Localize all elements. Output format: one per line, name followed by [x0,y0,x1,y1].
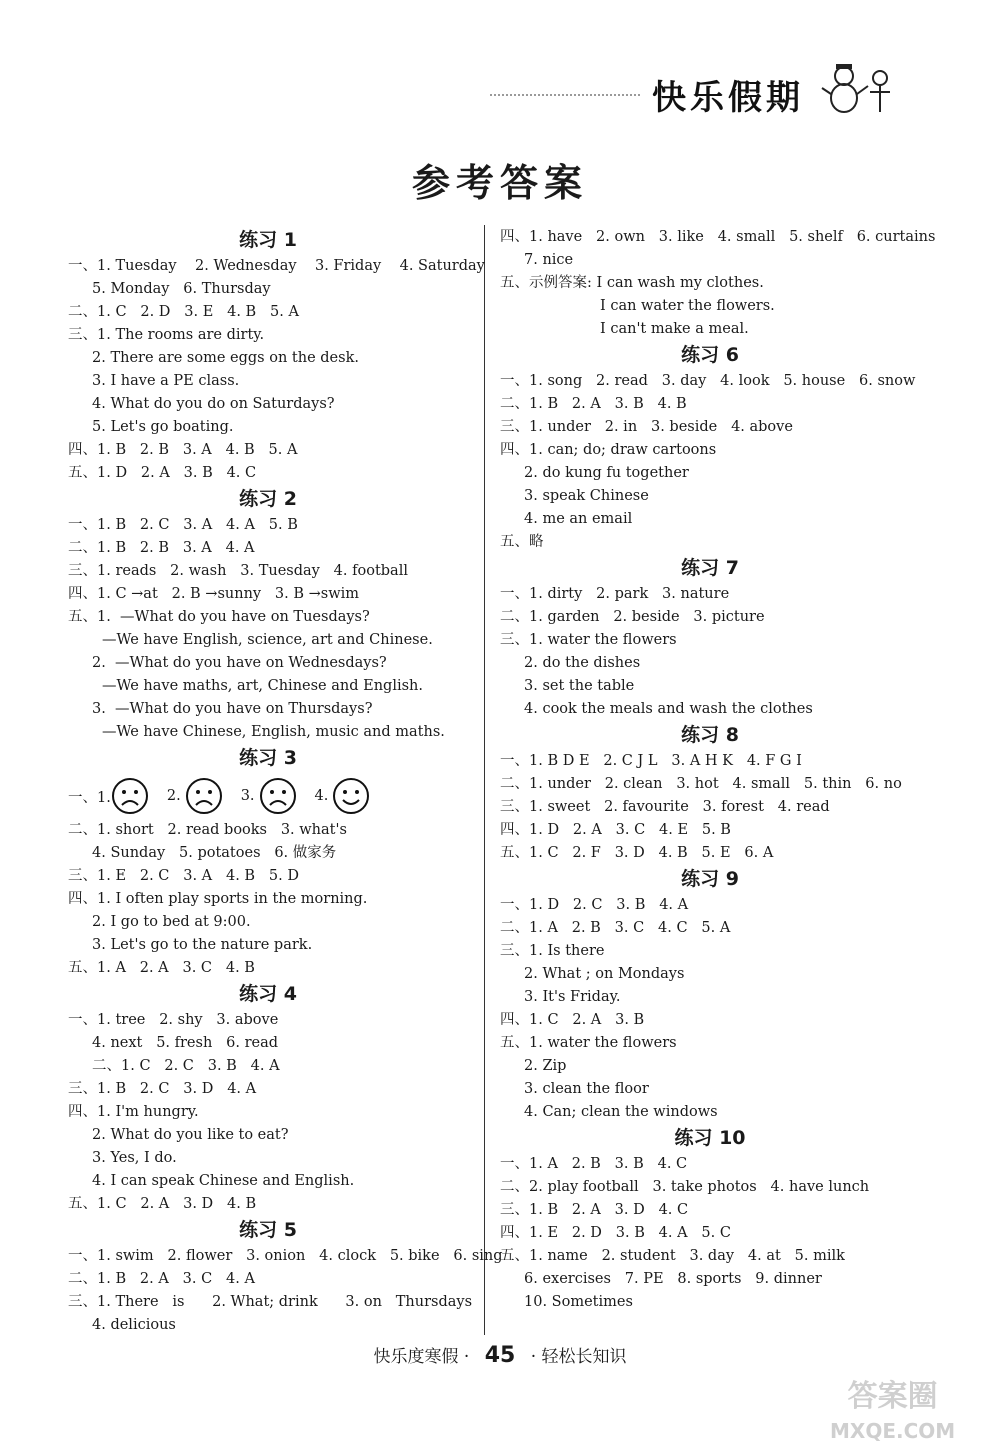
answer-line: —We have Chinese, English, music and maths. [102,724,445,740]
answer-line: 四、1. I'm hungry. [68,1104,199,1120]
answer-line: 四、1. can; do; draw cartoons [500,442,717,458]
faces-row [68,773,468,819]
exercise-section-3 [68,744,468,980]
answer-line: 五、1. A 2. A 3. C 4. B [68,960,255,976]
answer-line: 一、1. Tuesday 2. Wednesday 3. Friday 4. Saturday [68,258,485,274]
footer-right-text: · 轻松长知识 [530,1347,627,1367]
answer-line: 三、1. B 2. A 3. D 4. C [500,1202,689,1218]
answer-line: 4. Sunday 5. potatoes 6. 做家务 [92,845,337,861]
answer-line: 四、1. E 2. D 3. B 4. A 5. C [500,1225,731,1241]
exercise-section-1 [68,226,485,485]
exercise-section-6 [500,341,920,554]
section-title: 练习 8 [681,724,739,746]
header-title: 快乐假期 [652,78,804,118]
answer-line: 五、1. water the flowers [500,1035,677,1051]
answer-line: 4. next 5. fresh 6. read [92,1035,279,1051]
answer-line: 一、1. B 2. C 3. A 4. A 5. B [68,517,298,533]
watermark [830,1380,955,1448]
section-title: 练习 6 [681,344,739,366]
answer-line: 五、1. D 2. A 3. B 4. C [68,465,257,481]
sad-face-icon [259,777,297,815]
answer-line: 二、1. C 2. D 3. E 4. B 5. A [68,304,299,320]
answer-line: 4. delicious [92,1317,176,1333]
answer-line: 四、1. C 2. A 3. B [500,1012,645,1028]
answer-line: 二、1. garden 2. beside 3. picture [500,609,765,625]
answer-line: 五、示例答案: I can wash my clothes. [500,275,764,291]
page-footer [0,1342,1000,1368]
answer-line: 3. speak Chinese [524,488,649,504]
answer-line: 4. I can speak Chinese and English. [92,1173,355,1189]
answer-line: 10. Sometimes [524,1294,633,1310]
section-title: 练习 1 [239,229,297,251]
section-title: 练习 9 [681,868,739,890]
answer-label: 一、1. [68,789,111,806]
answer-line: 4. Can; clean the windows [524,1104,718,1120]
answer-line: 3. clean the floor [524,1081,649,1097]
answer-line: 2. What do you like to eat? [92,1127,289,1143]
column-divider [484,225,485,1335]
answer-line: 四、1. have 2. own 3. like 4. small 5. shelf 6. curtains [500,229,936,245]
watermark-line: MXQE.COM [830,1419,956,1443]
answer-line: —We have maths, art, Chinese and English. [102,678,423,694]
section-title: 练习 10 [674,1127,746,1149]
answer-line: 3. I have a PE class. [92,373,240,389]
watermark-line: 答案圈 [847,1379,938,1414]
exercise-section-5 [68,1216,503,1337]
answer-line: 2. do the dishes [524,655,641,671]
answer-line: 五、1. name 2. student 3. day 4. at 5. milk [500,1248,845,1264]
answer-line: 二、2. play football 3. take photos 4. have lunch [500,1179,870,1195]
answer-line: 二、1. B 2. A 3. B 4. B [500,396,687,412]
answer-line: 2. —What do you have on Wednesdays? [92,655,387,671]
answer-line: 二、1. A 2. B 3. C 4. C 5. A [500,920,731,936]
answer-line: I can water the flowers. [600,298,775,314]
answer-line: 四、1. D 2. A 3. C 4. E 5. B [500,822,731,838]
answer-line: 4. me an email [524,511,633,527]
answer-line: 2. do kung fu together [524,465,689,481]
sad-face-icon [185,777,223,815]
exercise-section-7 [500,554,920,721]
answer-line: 五、1. —What do you have on Tuesdays? [68,609,370,625]
answer-line: 四、1. I often play sports in the morning. [68,891,368,907]
section-title: 练习 3 [239,747,297,769]
answer-line: 5. Let's go boating. [92,419,234,435]
answer-line: 一、1. swim 2. flower 3. onion 4. clock 5. bike 6. sing [68,1248,503,1264]
happy-face-icon [332,777,370,815]
answer-line: 三、1. The rooms are dirty. [68,327,265,343]
answer-label: 2. [166,788,181,804]
section-title: 练习 4 [239,983,297,1005]
answer-line: I can't make a meal. [600,321,749,337]
answer-line: 五、1. C 2. F 3. D 4. B 5. E 6. A [500,845,774,861]
header-decoration [490,94,640,98]
snowman-icon [820,58,900,118]
answer-line: 五、1. C 2. A 3. D 4. B [68,1196,257,1212]
answer-line: 2. There are some eggs on the desk. [92,350,359,366]
answer-line: 二、1. under 2. clean 3. hot 4. small 5. thin 6. no [500,776,902,792]
answer-line: 三、1. sweet 2. favourite 3. forest 4. read [500,799,830,815]
answer-line: 一、1. A 2. B 3. B 4. C [500,1156,688,1172]
answer-line: 三、1. water the flowers [500,632,677,648]
section-title: 练习 7 [681,557,739,579]
answer-line: 2. What ; on Mondays [524,966,685,982]
answer-line: 一、1. B D E 2. C J L 3. A H K 4. F G I [500,753,802,769]
answer-line: 3. It's Friday. [524,989,621,1005]
answer-line: 三、1. Is there [500,943,605,959]
answer-line: 三、1. under 2. in 3. beside 4. above [500,419,793,435]
answer-line: 二、1. short 2. read books 3. what's [68,822,347,838]
answer-line: 二、1. C 2. C 3. B 4. A [92,1058,280,1074]
answer-line: 3. set the table [524,678,635,694]
answer-line: 三、1. There is 2. What; drink 3. on Thursdays [68,1294,473,1310]
answer-line: —We have English, science, art and Chinese. [102,632,433,648]
answer-line: 一、1. D 2. C 3. B 4. A [500,897,689,913]
answer-line: 二、1. B 2. B 3. A 4. A [68,540,255,556]
exercise-section-4 [68,980,468,1216]
answer-line: 3. Yes, I do. [92,1150,177,1166]
exercise-section-8 [500,721,920,865]
answer-line: 三、1. E 2. C 3. A 4. B 5. D [68,868,299,884]
answer-line: 四、1. C →at 2. B →sunny 3. B →swim [68,586,360,602]
answer-line: 五、略 [500,534,544,550]
answer-line: 三、1. B 2. C 3. D 4. A [68,1081,257,1097]
page-title: 参考答案 [411,161,588,205]
exercise-section-10 [500,1124,920,1314]
answer-line: 7. nice [524,252,574,268]
sad-face-icon [111,777,149,815]
section-title: 练习 2 [239,488,297,510]
answer-line: 4. cook the meals and wash the clothes [524,701,813,717]
footer-left-text: 快乐度寒假 · [373,1347,470,1367]
answer-line: 2. Zip [524,1058,567,1074]
exercise-section-5-continued [500,226,936,341]
answer-label: 3. [240,788,255,804]
exercise-section-2 [68,485,468,744]
answer-line: 2. I go to bed at 9:00. [92,914,251,930]
answer-line: 一、1. song 2. read 3. day 4. look 5. house 6. snow [500,373,916,389]
right-column [500,226,936,1314]
answer-line: 二、1. B 2. A 3. C 4. A [68,1271,255,1287]
answer-line: 3. —What do you have on Thursdays? [92,701,373,717]
answer-line: 四、1. B 2. B 3. A 4. B 5. A [68,442,298,458]
answer-line: 一、1. dirty 2. park 3. nature [500,586,730,602]
answer-line: 6. exercises 7. PE 8. sports 9. dinner [524,1271,822,1287]
answer-line: 一、1. tree 2. shy 3. above [68,1012,279,1028]
exercise-section-9 [500,865,920,1124]
answer-line: 三、1. reads 2. wash 3. Tuesday 4. football [68,563,408,579]
section-title: 练习 5 [239,1219,297,1241]
answer-label: 4. [314,788,329,804]
page-number: 45 [484,1343,516,1368]
answer-line: 3. Let's go to the nature park. [92,937,313,953]
answer-line: 4. What do you do on Saturdays? [92,396,335,412]
answer-line: 5. Monday 6. Thursday [92,281,271,297]
left-column [68,226,503,1337]
